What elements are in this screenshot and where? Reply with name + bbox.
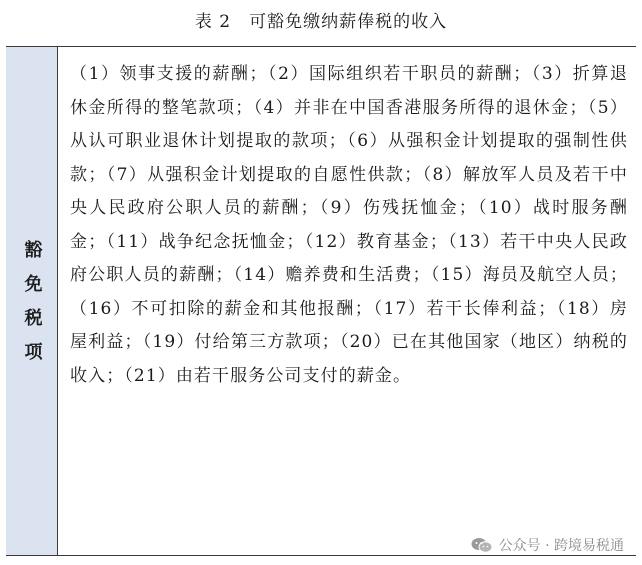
table-caption: 表 2 可豁免缴纳薪俸税的收入 [194,12,448,32]
table-content-cell [58,47,636,555]
table-content-text: （1）领事支援的薪酬；（2）国际组织若干职员的薪酬；（3）折算退休金所得的整笔款项；（4）并非在中国香港服务所得的退休金；（5）从认可职业退休计划提取的款项；（6）从强积金计划提取的强制性供款；（7）从强积金计划提取的自愿性供款；（8）解放军人员及若干中央人民政府公职人员的薪酬；（9）伤残抚恤金；（10）战时服务酬金；（11）战争纪念抚恤金；（12）教育基金；（13）若干中央人民政府公职人员的薪酬；（14）赡养费和生活费；（15）海员及航空人员；（16）不可扣除的薪金和其他报酬；（17）若干长俸利益；（18）房屋利益；（19）付给第三方款项；（20）已在其他国家（地区）纳税的收入；（21）由若干服务公司支付的薪金。 [70,64,628,386]
watermark [471,535,624,555]
exempt-income-table [6,46,636,556]
table-label: 豁免税项 [21,240,43,376]
wechat-icon [471,537,493,553]
table-label-cell [6,47,58,555]
watermark-text: 公众号 · 跨境易税通 [498,538,624,554]
